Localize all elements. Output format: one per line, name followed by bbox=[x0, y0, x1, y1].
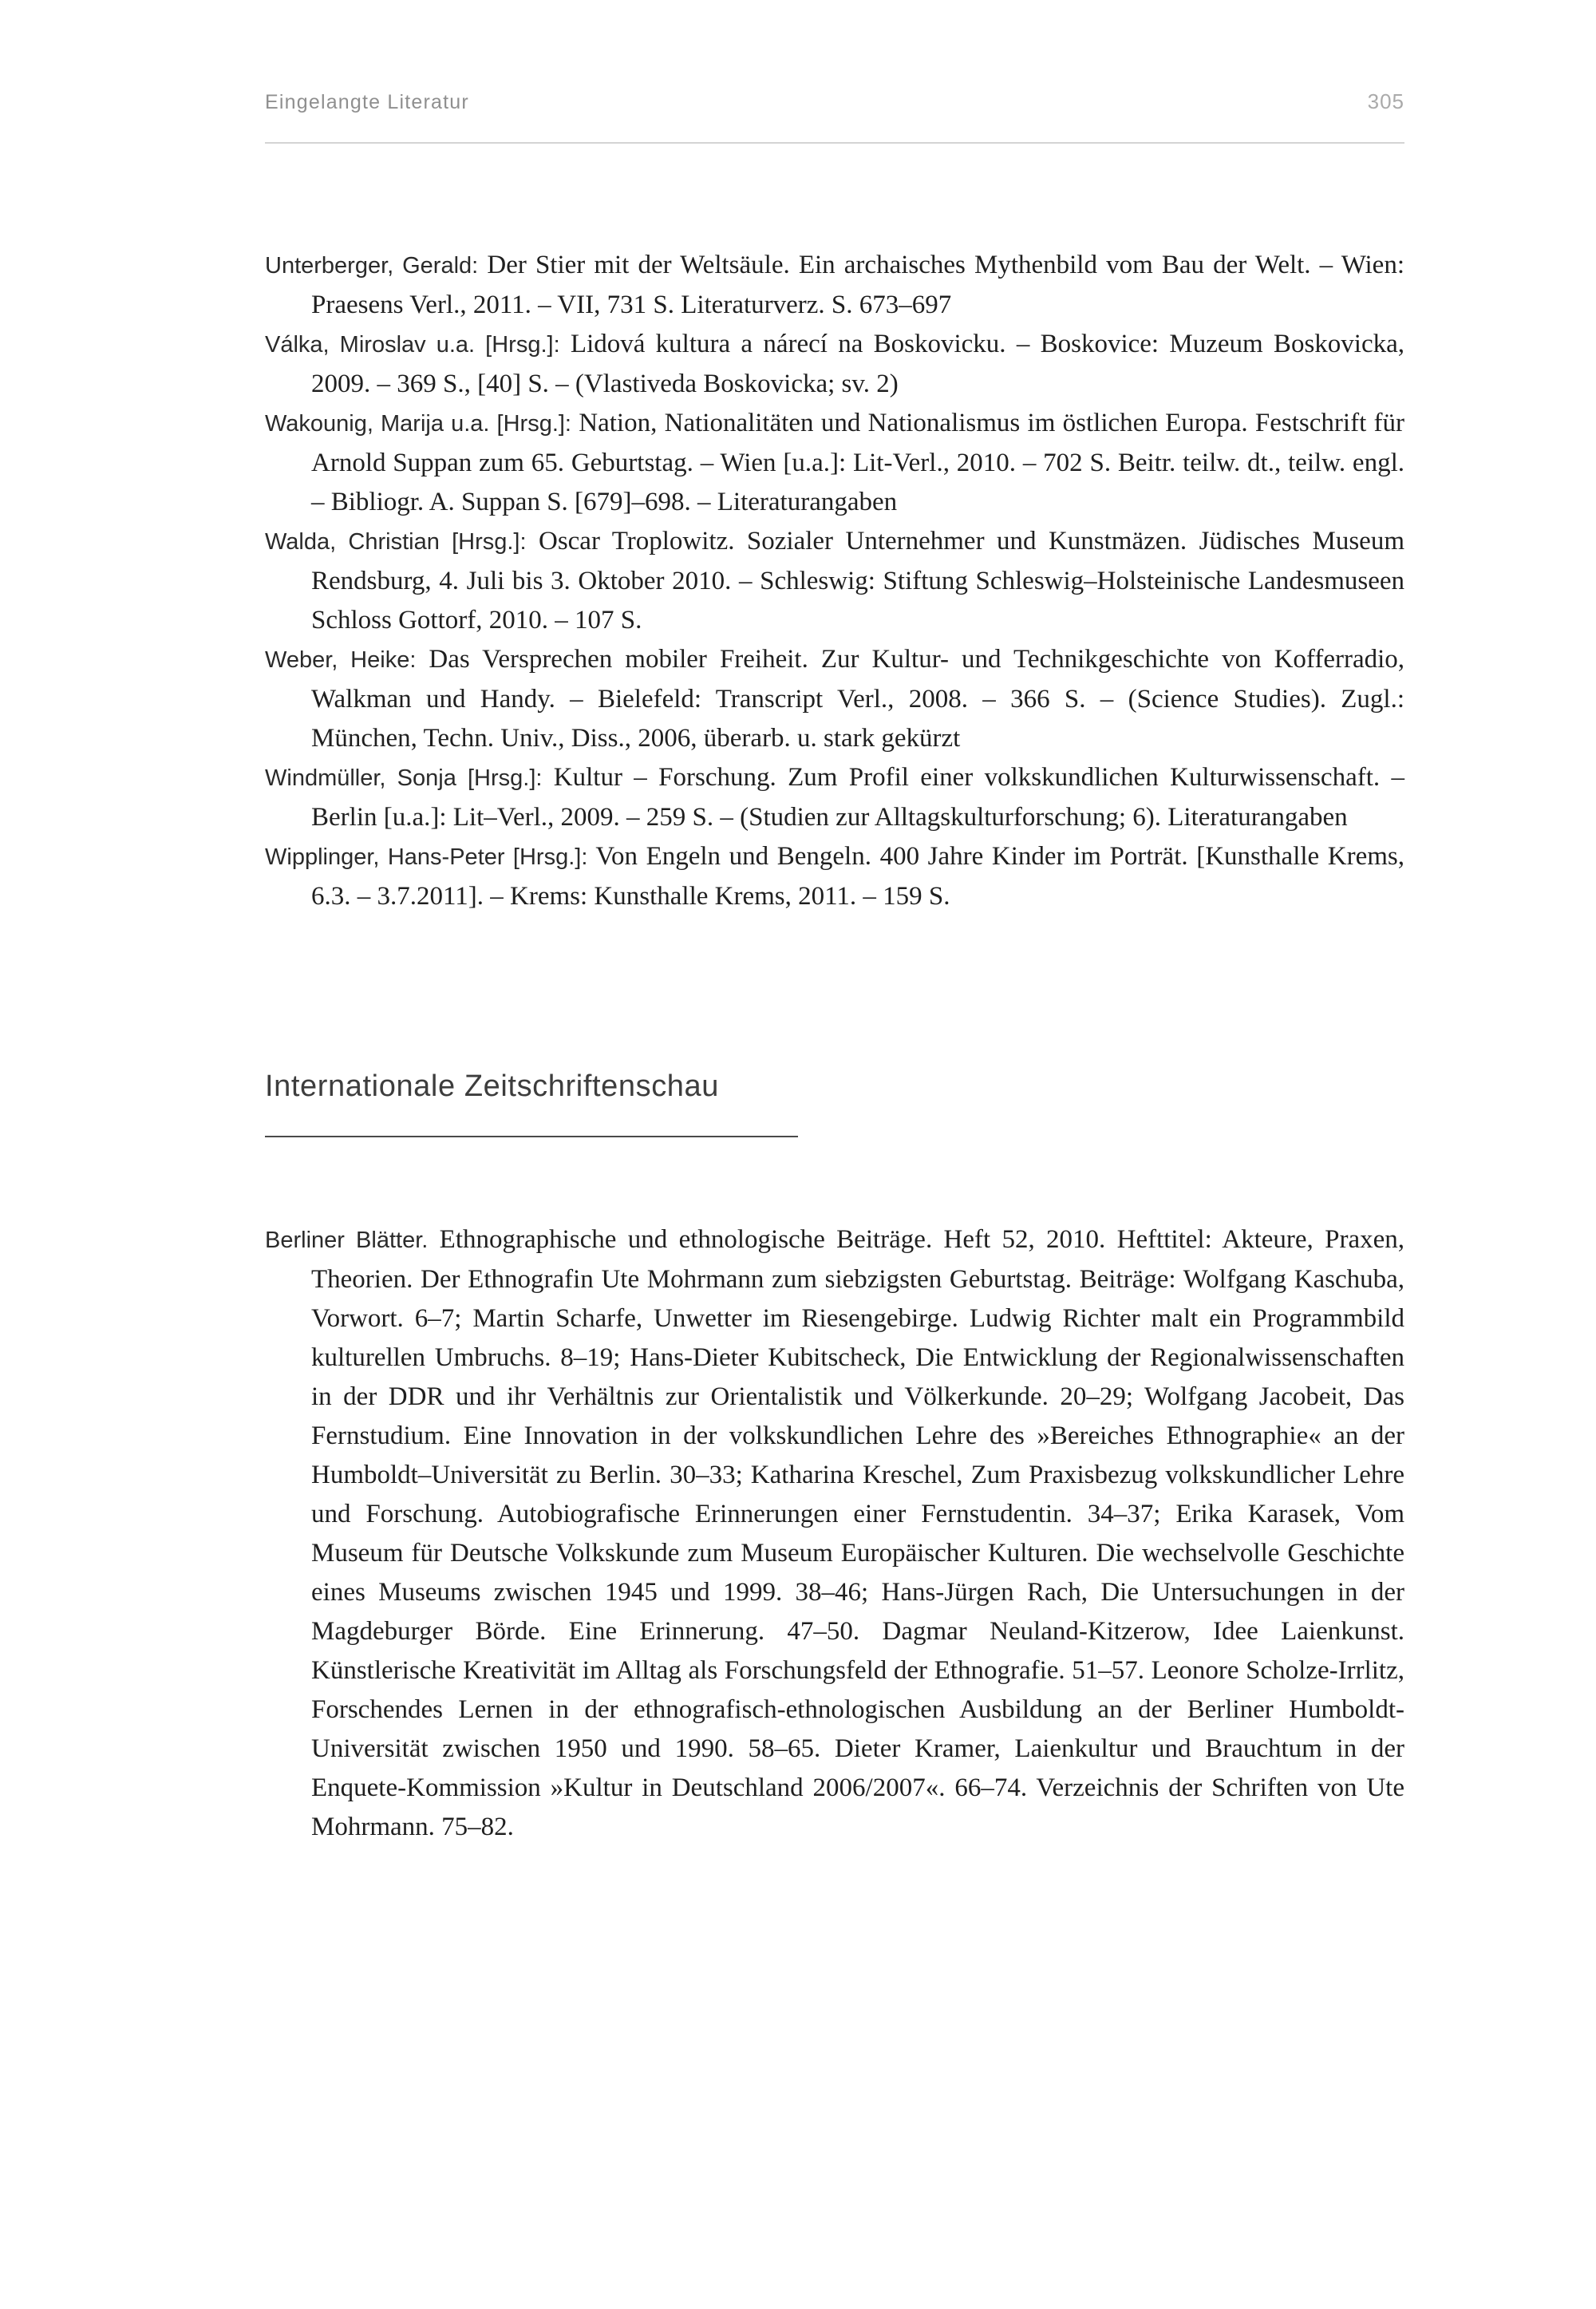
entry-text: Lidová kultura a nárecí na Boskovicku. – Boskovice: Muzeum Boskovicka, 2009. – 369 S., [40] S. – (Vlastiveda Boskovicka; sv. 2) bbox=[311, 330, 1404, 398]
bibliography-entry bbox=[265, 522, 1404, 640]
entry-author: Walda, Christian [Hrsg.]: bbox=[265, 529, 527, 555]
bibliography-entry bbox=[265, 325, 1404, 404]
entry-author: Unterberger, Gerald: bbox=[265, 253, 479, 279]
header-rule bbox=[265, 142, 1404, 144]
entry-text: Von Engeln und Bengeln. 400 Jahre Kinder im Porträt. [Kunsthalle Krems, 6.3. – 3.7.2011]. – Krems: Kunsthalle Krems, 2011. – 159 S. bbox=[311, 842, 1404, 911]
running-header-title: Eingelangte Literatur bbox=[265, 91, 469, 113]
page-content bbox=[265, 246, 1404, 1873]
page-header bbox=[265, 89, 1404, 114]
bibliography-entry bbox=[265, 404, 1404, 522]
bibliography-entry bbox=[265, 640, 1404, 758]
entry-text: Der Stier mit der Weltsäule. Ein archaisches Mythenbild vom Bau der Welt. – Wien: Praesens Verl., 2011. – VII, 731 S. Literaturverz. S. 673–697 bbox=[311, 251, 1405, 319]
bibliography-entry bbox=[265, 758, 1404, 837]
entry-text: Oscar Troplowitz. Sozialer Unternehmer und Kunstmäzen. Jüdisches Museum Rendsburg, 4. Juli bis 3. Oktober 2010. – Schleswig: Stiftung Schleswig–Holsteinische Landesmuseen Schloss Gottorf, 2010. – 107 S. bbox=[311, 527, 1404, 635]
journal-text: Ethnographische und ethnologische Beiträge. Heft 52, 2010. Hefttitel: Akteure, Praxen, Theorien. Der Ethnografin Ute Mohrmann zum siebzigsten Geburtstag. Beiträge: Wolfgang Kaschuba, Vorwort. 6–7; Martin Scharfe, Unwetter im Riesengebirge. Ludwig Richter malt ein Programmbild kulturellen Umbruchs. 8–19; Hans-Dieter Kubitscheck, Die Entwicklung der Regionalwissenschaften in der DDR und ihr Verhältnis zur Orientalistik und Völkerkunde. 20–29; Wolfgang Jacobeit, Das Fernstudium. Eine Innovation in der volkskundlichen Lehre des »Bereiches Ethnographie« an der Humboldt–Universität zu Berlin. 30–33; Katharina Kreschel, Zum Praxisbezug volkskundlicher Lehre und Forschung. Autobiografische Erinnerungen einer Fernstudentin. 34–37; Erika Karasek, Vom Museum für Deutsche Volkskunde zum Museum Europäischer Kulturen. Die wechselvolle Geschichte eines Museums zwischen 1945 und 1999. 38–46; Hans-Jürgen Rach, Die Untersuchungen in der Magdeburger Börde. Eine Erinnerung. 47–50. Dagmar Neuland-Kitzerow, Idee Laienkunst. Künstlerische Kreativität im Alltag als Forschungsfeld der Ethnografie. 51–57. Leonore Scholze-Irrlitz, Forschendes Lernen in der ethnografisch-ethnologischen Ausbildung an der Berliner Humboldt-Universität zwischen 1950 und 1990. 58–65. Dieter Kramer, Laienkultur und Brauchtum in der Enquete-Kommission »Kultur in Deutschland 2006/2007«. 66–74. Verzeichnis der Schriften von Ute Mohrmann. 75–82. bbox=[311, 1225, 1404, 1841]
section-rule bbox=[265, 1136, 798, 1137]
entry-text: Kultur – Forschung. Zum Profil einer volkskundlichen Kulturwissenschaft. – Berlin [u.a.]: Lit–Verl., 2009. – 259 S. – (Studien zur Alltagskulturforschung; 6). Literaturangaben bbox=[311, 763, 1404, 832]
page-number: 305 bbox=[1367, 89, 1404, 113]
journal-entry bbox=[265, 1220, 1404, 1847]
entry-author: Wipplinger, Hans-Peter [Hrsg.]: bbox=[265, 844, 588, 870]
bibliography-entry bbox=[265, 837, 1404, 916]
bibliography-entry bbox=[265, 246, 1404, 325]
entry-author: Válka, Miroslav u.a. [Hrsg.]: bbox=[265, 332, 560, 358]
entry-author: Wakounig, Marija u.a. [Hrsg.]: bbox=[265, 411, 571, 437]
section-heading: Internationale Zeitschriftenschau bbox=[265, 1069, 719, 1103]
entry-text: Nation, Nationalitäten und Nationalismus im östlichen Europa. Festschrift für Arnold Suppan zum 65. Geburtstag. – Wien [u.a.]: Lit-Verl., 2010. – 702 S. Beitr. teilw. dt., teilw. engl. – Bibliogr. A. Suppan S. [679]–698. – Literaturangaben bbox=[311, 409, 1404, 516]
entry-author: Weber, Heike: bbox=[265, 647, 417, 673]
entry-author: Windmüller, Sonja [Hrsg.]: bbox=[265, 765, 543, 791]
entry-text: Das Versprechen mobiler Freiheit. Zur Kultur- und Technikgeschichte von Kofferradio, Walkman und Handy. – Bielefeld: Transcript Verl., 2008. – 366 S. – (Science Studies). Zugl.: München, Techn. Univ., Diss., 2006, überarb. u. stark gekürzt bbox=[311, 645, 1405, 753]
journal-title: Berliner Blätter. bbox=[265, 1228, 429, 1253]
